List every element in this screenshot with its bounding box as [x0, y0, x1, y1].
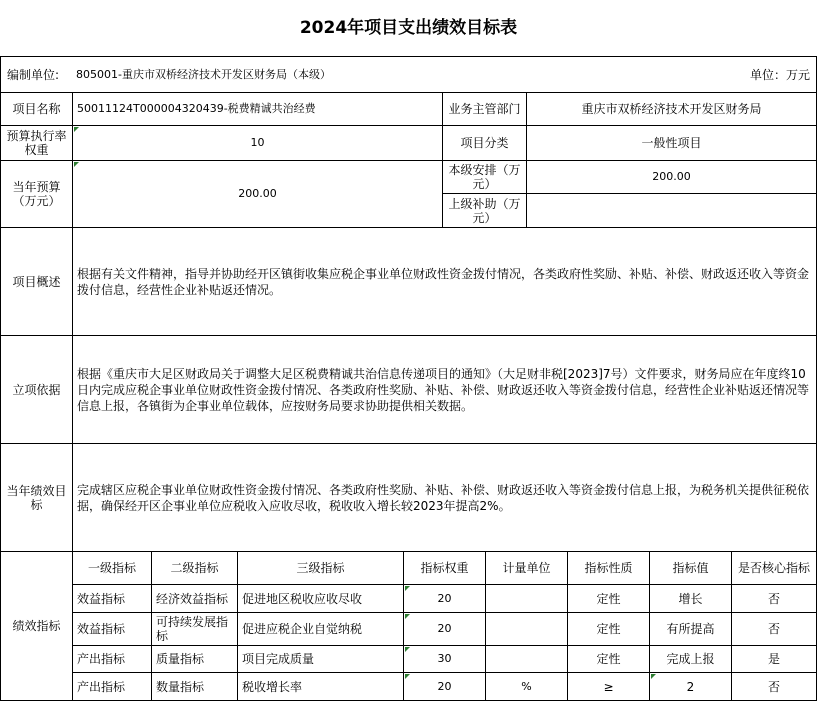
cell-marker — [405, 647, 410, 652]
indicators-label: 绩效指标 — [0, 552, 73, 701]
project-name-value: 50011124T000004320439-税费精诚共治经费 — [73, 92, 443, 126]
row-unit — [486, 613, 568, 646]
row-level2: 质量指标 — [152, 646, 238, 673]
unit-label: 单位：万元 — [607, 56, 817, 92]
cell-marker — [74, 127, 79, 132]
row-weight: 30 — [404, 646, 486, 673]
row-level1: 效益指标 — [73, 585, 152, 613]
row-level3: 促进地区税收应收尽收 — [238, 585, 404, 613]
row-level3: 项目完成质量 — [238, 646, 404, 673]
goal-label: 当年绩效目标 — [0, 444, 73, 552]
dept-value: 重庆市双桥经济技术开发区财务局 — [527, 92, 817, 126]
row-weight: 20 — [404, 613, 486, 646]
row-level1: 产出指标 — [73, 673, 152, 701]
superior-value — [527, 194, 817, 228]
header-core: 是否核心指标 — [732, 552, 817, 585]
org-label: 编制单位: — [0, 56, 72, 92]
header-unit: 计量单位 — [486, 552, 568, 585]
cell-marker — [405, 586, 410, 591]
row-value: 有所提高 — [650, 613, 732, 646]
goal-text: 完成辖区应税企事业单位财政性资金拨付情况、各类政府性奖励、补贴、补偿、财政返还收入等资金拨付信息上报，为税务机关提供征税依据，确保经开区企事业单位应税收入应收尽收，税收收入增长较2023年提高2%。 — [73, 444, 817, 552]
row-weight: 20 — [404, 673, 486, 701]
project-name-label: 项目名称 — [0, 92, 73, 126]
row-level2: 数量指标 — [152, 673, 238, 701]
row-value: 完成上报 — [650, 646, 732, 673]
cell-marker — [405, 614, 410, 619]
header-value: 指标值 — [650, 552, 732, 585]
weight-label: 预算执行率权重 — [0, 126, 73, 161]
header-weight: 指标权重 — [404, 552, 486, 585]
row-value: 2 — [650, 673, 732, 701]
row-level1: 效益指标 — [73, 613, 152, 646]
header-nature: 指标性质 — [568, 552, 650, 585]
row-value: 增长 — [650, 585, 732, 613]
org-value: 805001-重庆市双桥经济技术开发区财务局（本级） — [72, 56, 607, 92]
cell-marker — [405, 674, 410, 679]
basis-text: 根据《重庆市大足区财政局关于调整大足区税费精诚共治信息传递项目的通知》（大足财非税[2023]7号）文件要求，财务局应在年度终10日内完成应税企事业单位财政性资金拨付情况、各类政府性奖励、补贴、补偿、财政返还收入等资金拨付信息，经营性企业补贴返还情况等信息上报，各镇街为企事业单位载体，应按财务局要求协助提供相关数据。 — [73, 336, 817, 444]
own-value: 200.00 — [527, 161, 817, 194]
cell-marker — [651, 674, 656, 679]
page-title: 2024年项目支出绩效目标表 — [299, 18, 518, 38]
row-core: 否 — [732, 613, 817, 646]
row-unit — [486, 646, 568, 673]
row-weight: 20 — [404, 585, 486, 613]
weight-value: 10 — [73, 126, 443, 161]
category-label: 项目分类 — [443, 126, 527, 161]
row-core: 是 — [732, 646, 817, 673]
own-label: 本级安排（万元） — [443, 161, 527, 194]
row-nature: ≥ — [568, 673, 650, 701]
header-level1: 一级指标 — [73, 552, 152, 585]
row-nature: 定性 — [568, 646, 650, 673]
cell-marker — [74, 162, 79, 167]
overview-text: 根据有关文件精神，指导并协助经开区镇街收集应税企事业单位财政性资金拨付情况，各类政府性奖励、补贴、补偿、财政返还收入等资金拨付信息，经营性企业补贴返还情况。 — [73, 228, 817, 336]
row-level3: 税收增长率 — [238, 673, 404, 701]
category-value: 一般性项目 — [527, 126, 817, 161]
row-level3: 促进应税企业自觉纳税 — [238, 613, 404, 646]
header-level2: 二级指标 — [152, 552, 238, 585]
budget-value: 200.00 — [73, 161, 443, 228]
row-level2: 经济效益指标 — [152, 585, 238, 613]
row-unit: % — [486, 673, 568, 701]
row-unit — [486, 585, 568, 613]
header-level3: 三级指标 — [238, 552, 404, 585]
row-core: 否 — [732, 673, 817, 701]
row-core: 否 — [732, 585, 817, 613]
superior-label: 上级补助（万元） — [443, 194, 527, 228]
row-level1: 产出指标 — [73, 646, 152, 673]
dept-label: 业务主管部门 — [443, 92, 527, 126]
budget-label: 当年预算（万元） — [0, 161, 73, 228]
row-nature: 定性 — [568, 585, 650, 613]
basis-label: 立项依据 — [0, 336, 73, 444]
row-level2: 可持续发展指标 — [152, 613, 238, 646]
overview-label: 项目概述 — [0, 228, 73, 336]
row-nature: 定性 — [568, 613, 650, 646]
